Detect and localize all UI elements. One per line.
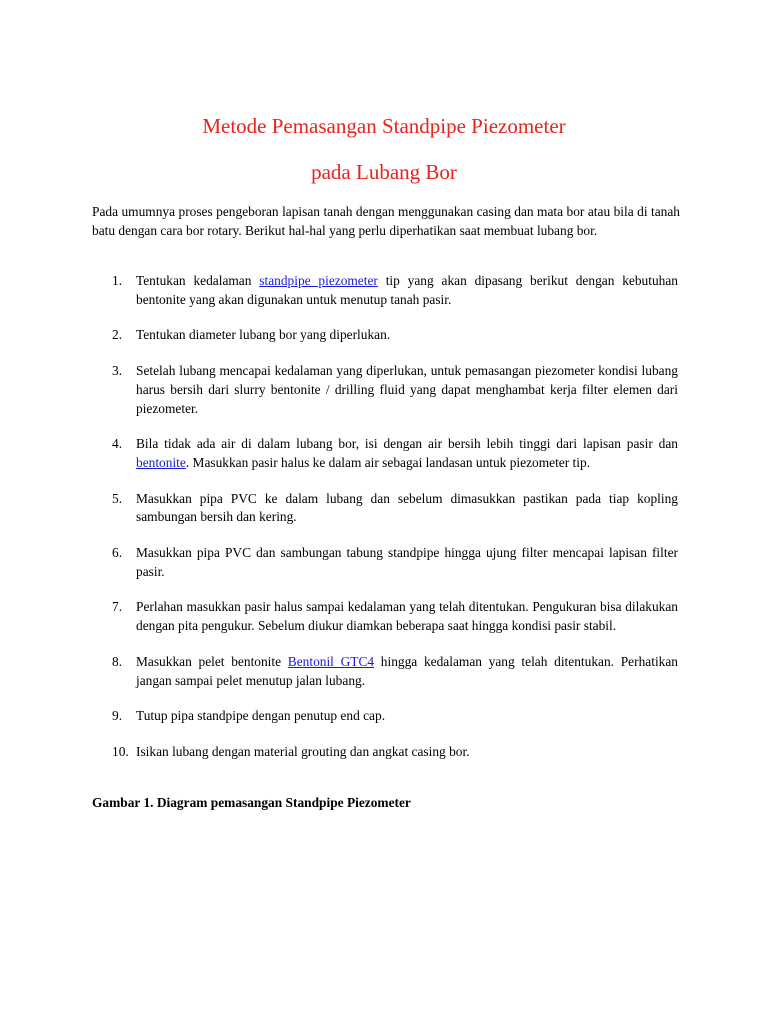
list-item-text: Tentukan kedalaman	[136, 273, 260, 288]
title-line-1: Metode Pemasangan Standpipe Piezometer	[202, 114, 566, 138]
list-item	[92, 362, 678, 418]
list-item-number: 4.	[112, 436, 123, 452]
list-item-text: Tentukan diameter lubang bor yang diperlukan.	[136, 327, 391, 343]
list-item-number: 2.	[112, 327, 123, 343]
list-item	[92, 272, 678, 309]
list-item-number: 5.	[112, 490, 123, 506]
list-item-text: Bila tidak ada air di dalam lubang bor, isi dengan air bersih lebih tinggi dari lapisan pasir dan	[136, 436, 678, 452]
list-item-text: Setelah lubang mencapai kedalaman yang diperlukan, untuk pemasangan piezometer kondisi lubang harus bersih dari slurry bentonite / drilling fluid yang dapat menghambat kerja filter elemen dari piezometer.	[136, 363, 678, 416]
list-item-text: hingga kedalaman yang telah ditentukan. Perhatikan jangan sampai pelet menutup jalan lubang.	[136, 653, 678, 688]
inline-link[interactable]: Bentonil GTC4	[287, 653, 375, 669]
list-item-number: 7.	[112, 599, 123, 615]
list-item-text: Tutup pipa standpipe dengan penutup end cap.	[136, 708, 386, 724]
list-item	[92, 707, 678, 726]
list-item	[92, 326, 678, 345]
list-item	[92, 490, 678, 527]
list-item-number: 6.	[112, 545, 123, 561]
list-item-text: . Masukkan pasir halus ke dalam air sebagai landasan untuk piezometer tip.	[185, 454, 591, 470]
list-item-number: 3.	[112, 363, 123, 379]
list-item-number: 1.	[112, 273, 123, 288]
list-item-text: Perlahan masukkan pasir halus sampai kedalaman yang telah ditentukan. Pengukuran bisa dilakukan dengan pita pengukur. Sebelum diukur diamkan beberapa saat hingga kondisi pasir stabil.	[136, 599, 678, 634]
list-item-text: Isikan lubang dengan material grouting dan angkat casing bor.	[136, 743, 470, 759]
list-item	[92, 598, 678, 635]
list-item-text: tip yang akan dipasang berikut dengan kebutuhan bentonite yang akan digunakan untuk menutup tanah pasir.	[136, 273, 679, 307]
list-item	[92, 544, 678, 581]
list-item-text: Masukkan pipa PVC ke dalam lubang dan sebelum dimasukkan pastikan pada tiap kopling sambungan bersih dan kering.	[136, 490, 678, 525]
list-item	[92, 435, 678, 472]
list-item-number: 10.	[112, 743, 129, 759]
figure-caption: Gambar 1. Diagram pemasangan Standpipe Piezometer	[92, 795, 411, 810]
title-line-2: pada Lubang Bor	[311, 160, 457, 184]
inline-link[interactable]: standpipe piezometer	[259, 273, 378, 288]
list-item-text: Masukkan pipa PVC dan sambungan tabung standpipe hingga ujung filter mencapai lapisan filter pasir.	[136, 545, 678, 579]
inline-link[interactable]: bentonite	[136, 454, 186, 470]
list-item-number: 9.	[112, 708, 123, 724]
steps-list	[92, 272, 678, 779]
list-item	[92, 743, 678, 762]
list-item-text: Masukkan pelet bentonite	[136, 653, 288, 669]
list-item	[92, 653, 678, 690]
list-item-number: 8.	[112, 653, 123, 669]
intro-paragraph: Pada umumnya proses pengeboran lapisan tanah dengan menggunakan casing dan mata bor atau bila di tanah batu dengan cara bor rotary. Berikut hal-hal yang perlu diperhatikan saat membuat lubang bor.	[92, 204, 680, 238]
